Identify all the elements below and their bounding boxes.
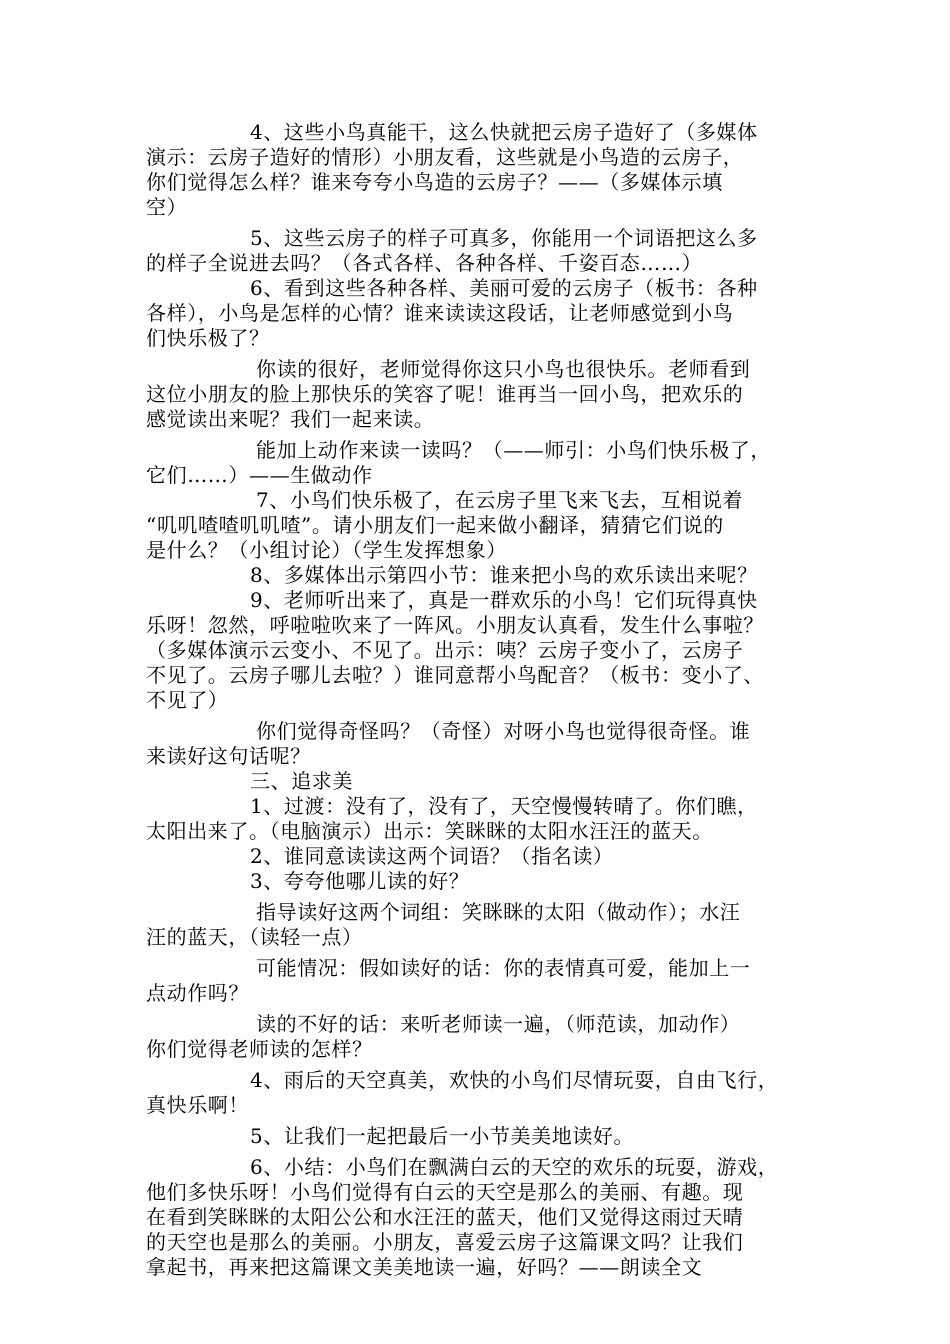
paragraph-5 — [146, 226, 810, 276]
text-line: 5、这些云房子的样子可真多，你能用一个词语把这么多 — [250, 226, 758, 250]
text-line: 5、让我们一起把最后一小节美美地读好。 — [250, 1124, 635, 1148]
text-line: 在看到笑眯眯的太阳公公和水汪汪的蓝天，他们又觉得这雨过天晴 — [146, 1205, 744, 1229]
text-line: （多媒体演示云变小、不见了。出示：咦？云房子变小了，云房子 — [146, 638, 744, 662]
text-line: 们快乐极了？ — [146, 326, 270, 350]
text-line: 各样），小鸟是怎样的心情？谁来读读这段话，让老师感觉到小鸟 — [146, 301, 734, 325]
text-line: 你们觉得怎么样？谁来夸夸小鸟造的云房子？——（多媒体示填 — [146, 170, 723, 194]
text-line: 6、小结：小鸟们在飘满白云的天空的欢乐的玩耍，游戏， — [250, 1155, 779, 1179]
text-line: 能加上动作来读一读吗？（——师引：小鸟们快乐极了， — [256, 438, 771, 462]
text-line: 6、看到这些各种各样、美丽可爱的云房子（板书：各种 — [250, 276, 758, 300]
text-line: 来读好这句话呢？ — [146, 744, 311, 768]
paragraph-3 — [146, 869, 810, 894]
text-line: 可能情况：假如读好的话：你的表情真可爱，能加上一 — [256, 956, 751, 980]
text-line: 汪的蓝天，（读轻一点） — [146, 925, 363, 949]
text-line: 这位小朋友的脸上那快乐的笑容了呢！谁再当一回小鸟，把欢乐的 — [146, 382, 744, 406]
text-line: 乐呀！忽然，呼啦啦吹来了一阵风。小朋友认真看，发生什么事啦？ — [146, 613, 764, 637]
text-line: 感觉读出来呢？我们一起来读。 — [146, 407, 435, 431]
text-line: 1、过渡：没有了，没有了，天空慢慢转晴了。你们瞧， — [250, 794, 758, 818]
text-line: 8、多媒体出示第四小节：谁来把小鸟的欢乐读出来呢？ — [250, 563, 758, 587]
text-line: 演示：云房子造好的情形）小朋友看，这些就是小鸟造的云房子， — [146, 145, 744, 169]
text-line: 太阳出来了。（电脑演示）出示：笑眯眯的太阳水汪汪的蓝天。 — [146, 819, 713, 843]
text-line: “叽叽喳喳叽叽喳”。请小朋友们一起来做小翻译，猜猜它们说的 — [146, 513, 724, 537]
paragraph-6b — [146, 1155, 810, 1280]
text-line: 指导读好这两个词组：笑眯眯的太阳（做动作）；水汪 — [256, 900, 741, 924]
text-line: 你们觉得老师读的怎样？ — [146, 1037, 373, 1061]
text-line: 9、老师听出来了，真是一群欢乐的小鸟！它们玩得真快 — [250, 588, 758, 612]
text-line: 它们……）——生做动作 — [146, 463, 373, 487]
paragraph-not-good — [146, 1012, 810, 1062]
text-line: 不见了） — [146, 688, 229, 712]
paragraph-1 — [146, 794, 810, 844]
text-line: 三、追求美 — [250, 769, 353, 793]
paragraph-5b — [146, 1124, 810, 1149]
text-line: 他们多快乐呀！小鸟们觉得有白云的天空是那么的美丽、有趣。现 — [146, 1180, 744, 1204]
paragraph-6 — [146, 276, 810, 351]
text-line: 的样子全说进去吗？（各式各样、各种各样、千姿百态……） — [146, 251, 703, 275]
paragraph-4b — [146, 1068, 810, 1118]
paragraph-action — [146, 438, 810, 488]
text-line: 真快乐啊！ — [146, 1093, 249, 1117]
paragraph-strange — [146, 719, 810, 769]
text-line: 3、夸夸他哪儿读的好？ — [250, 869, 470, 893]
document-page — [146, 120, 810, 1280]
text-line: 2、谁同意读读这两个词语？（指名读） — [250, 844, 614, 868]
paragraph-possible — [146, 956, 810, 1006]
text-line: 点动作吗？ — [146, 981, 249, 1005]
text-line: 不见了。云房子哪儿去啦？）谁同意帮小鸟配音？（板书：变小了、 — [146, 663, 764, 687]
paragraph-praise — [146, 357, 810, 432]
text-line: 7、小鸟们快乐极了，在云房子里飞来飞去，互相说着 — [256, 488, 744, 512]
text-line: 读的不好的话：来听老师读一遍，（师范读，加动作） — [256, 1012, 741, 1036]
paragraph-guide — [146, 900, 810, 950]
paragraph-4 — [146, 120, 810, 220]
text-line: 是什么？（小组讨论）（学生发挥想象） — [146, 538, 507, 562]
text-line: 你们觉得奇怪吗？（奇怪）对呀小鸟也觉得很奇怪。谁 — [256, 719, 751, 743]
section-heading — [146, 769, 810, 794]
text-line: 的天空也是那么的美丽。小朋友，喜爱云房子这篇课文吗？让我们 — [146, 1230, 744, 1254]
paragraph-2 — [146, 844, 810, 869]
paragraph-7 — [146, 488, 810, 563]
paragraph-8 — [146, 563, 810, 588]
text-line: 你读的很好，老师觉得你这只小鸟也很快乐。老师看到 — [256, 357, 751, 381]
text-line: 空） — [146, 195, 188, 219]
paragraph-9 — [146, 588, 810, 713]
text-line: 4、雨后的天空真美，欢快的小鸟们尽情玩耍，自由飞行， — [250, 1068, 779, 1092]
text-line: 拿起书，再来把这篇课文美美地读一遍，好吗？——朗读全文 — [146, 1255, 703, 1279]
text-line: 4、这些小鸟真能干，这么快就把云房子造好了（多媒体 — [250, 120, 758, 144]
